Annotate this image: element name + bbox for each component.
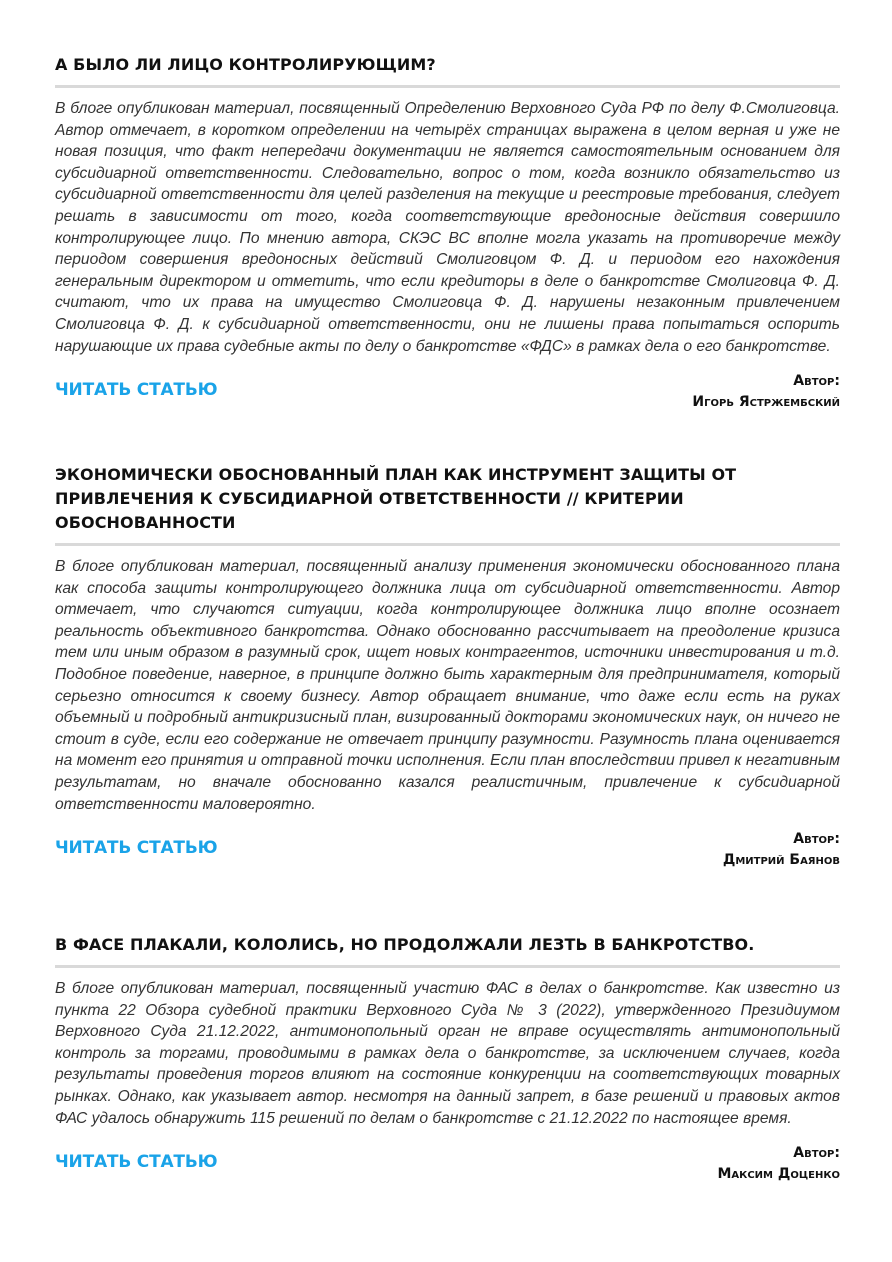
read-article-link[interactable]: ЧИТАТЬ СТАТЬЮ: [55, 838, 218, 859]
article-footer: [55, 371, 840, 415]
article-title: В ФАСЕ ПЛАКАЛИ, КОЛОЛИСЬ, НО ПРОДОЛЖАЛИ ЛЕЗТЬ В БАНКРОТСТВО.: [55, 935, 755, 954]
article-summary: В блоге опубликован материал, посвященный участию ФАС в делах о банкротстве. Как известно из пункта 22 Обзора судебной практики Верховного Суда № 3 (2022), утвержденного Президиумом Верховного Суда 21.12.2022, антимонопольный орган не вправе осуществлять антимонопольный контроль за торгами, проводимыми в рамках дела о банкротстве, за исключением случаев, когда результаты проведения торгов влияют на состояние конкуренции на соответствующих товарных рынках. Однако, как указывает автор. несмотря на данный запрет, в базе решений и правовых актов ФАС удалось обнаружить 115 решений по делам о банкротстве с 21.12.2022 по настоящее время.: [55, 980, 840, 1127]
divider: [55, 965, 840, 968]
article-2: [55, 463, 840, 873]
read-article-link[interactable]: ЧИТАТЬ СТАТЬЮ: [55, 1152, 218, 1173]
author-name: Игорь Ястржембский: [692, 394, 840, 411]
author-name: Максим Доценко: [717, 1166, 840, 1183]
author-block: [692, 371, 840, 413]
article-footer: [55, 1143, 840, 1187]
divider: [55, 543, 840, 546]
article-title: ЭКОНОМИЧЕСКИ ОБОСНОВАННЫЙ ПЛАН КАК ИНСТРУМЕНТ ЗАЩИТЫ ОТ ПРИВЛЕЧЕНИЯ К СУБСИДИАРНОЙ ОТВЕТСТВЕННОСТИ // КРИТЕРИИ ОБОСНОВАННОСТИ: [55, 465, 737, 532]
article-summary: В блоге опубликован материал, посвященный Определению Верховного Суда РФ по делу Ф.Смолиговца. Автор отмечает, в коротком определении на четырёх страницах выражена в целом верная и уже не новая позиция, что факт непередачи документации не является самостоятельным основанием для субсидиарной ответственности. Следовательно, вопрос о том, когда возникло обязательство из субсидиарной ответственности для целей разделения на текущие и реестровые требования, следует решать в зависимости от того, когда соответствующие вредоносные действия совершило контролирующее лицо. По мнению автора, СКЭС ВС вполне могла указать на противоречие между периодом совершения вредоносных действий Смолиговцом Ф. Д. и периодом его нахождения генеральным директором и отметить, что если кредиторы в деле о банкротстве Смолиговца Ф. Д. считают, что их права на имущество Смолиговца Ф. Д. нарушены незаконным привлечением Смолиговца Ф. Д. к субсидиарной ответственности, они не лишены права попытаться оспорить нарушающие их права судебные акты по делу о банкротстве «ФДС» в рамках дела о его банкротстве.: [55, 100, 840, 355]
author-block: [723, 829, 840, 871]
author-name: Дмитрий Баянов: [722, 852, 840, 869]
author-label: Автор:: [793, 373, 840, 390]
article-footer: [55, 829, 840, 873]
author-label: Автор:: [793, 831, 840, 848]
article-3: [55, 933, 840, 1187]
article-title: А БЫЛО ЛИ ЛИЦО КОНТРОЛИРУЮЩИМ?: [55, 55, 436, 74]
article-1: [55, 53, 840, 415]
divider: [55, 85, 840, 88]
read-article-link[interactable]: ЧИТАТЬ СТАТЬЮ: [55, 380, 218, 401]
author-block: [718, 1143, 841, 1185]
article-summary: В блоге опубликован материал, посвященный анализу применения экономически обоснованного плана как способа защиты контролирующего должника лица от субсидиарной ответственности. Автор отмечает, что случаются ситуации, когда контролирующее должника лицо вполне осознает реальность объективного банкротства. Однако обоснованно рассчитывает на преодоление кризиса тем или иным образом в разумный срок, ищет новых контрагентов, источники инвестирования и т.д. Подобное поведение, наверное, в принципе должно быть характерным для предпринимателя, который серьезно относится к своему бизнесу. Автор обращает внимание, что даже если есть на руках объемный и подробный антикризисный план, визированный докторами экономических наук, он ничего не стоит в суде, если его содержание не отвечает принципу разумности. Разумность плана оценивается на момент его принятия и отправной точки исполнения. Если план впоследствии привел к негативным результатам, но вначале обоснованно казался реалистичным, привлечение к субсидиарной ответственности маловероятно.: [55, 558, 840, 813]
author-label: Автор:: [793, 1145, 840, 1162]
